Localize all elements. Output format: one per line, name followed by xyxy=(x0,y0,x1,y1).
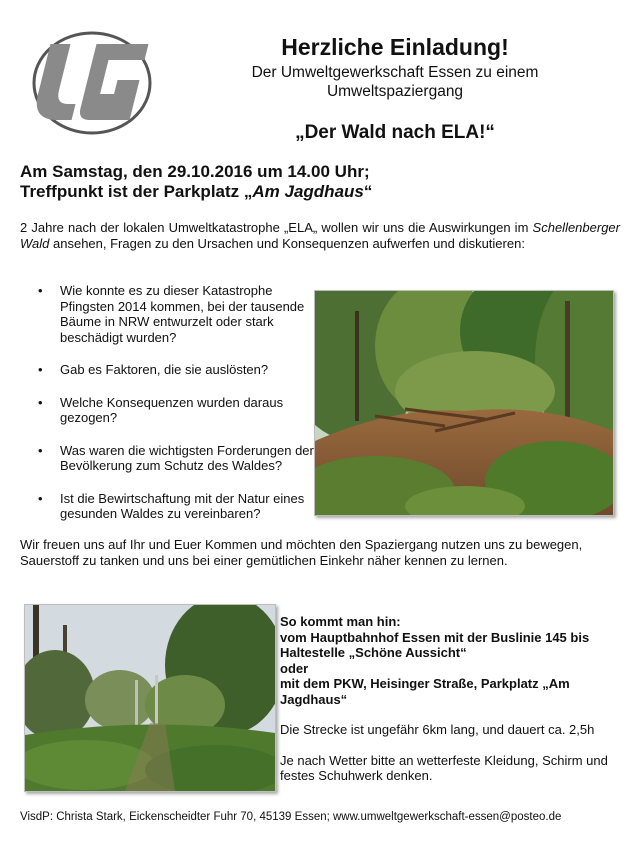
directions-weather: Je nach Wetter bitte an wetterfeste Kleidung, Schirm und festes Schuhwerk denken. xyxy=(280,752,608,783)
page-title: Herzliche Einladung! xyxy=(281,34,509,60)
meeting-point xyxy=(20,182,620,202)
directions-bus: vom Hauptbahnhof Essen mit der Buslinie 145 bis Haltestelle „Schöne Aussicht“ xyxy=(280,629,590,660)
directions-heading: So kommt man hin: xyxy=(280,614,401,629)
list-item xyxy=(38,491,318,522)
list-item xyxy=(38,362,318,378)
question-text: Wie konnte es zu dieser Katastrophe Pfingsten 2014 kommen, bei der tausende Bäume in NRW entwurzelt oder stark beschädigt wurden? xyxy=(60,283,305,345)
subtitle-line-1: Der Umweltgewerkschaft Essen zu einem xyxy=(251,64,539,81)
forest-photo-clearing xyxy=(314,290,614,516)
bullet: • xyxy=(38,394,43,410)
directions-distance: Die Strecke ist ungefähr 6km lang, und dauert ca. 2,5h xyxy=(280,722,595,737)
question-text: Gab es Faktoren, die sie auslösten? xyxy=(60,362,269,377)
intro-place: Schellenberger Wald xyxy=(20,220,620,251)
bullet: • xyxy=(38,490,43,506)
bullet: • xyxy=(38,362,43,377)
event-date: Am Samstag, den 29.10.2016 um 14.00 Uhr; xyxy=(20,162,370,181)
bullet: • xyxy=(38,442,43,458)
intro-part-1: 2 Jahre nach der lokalen Umweltkatastrophe „ELA„ wollen wir uns die Auswirkungen im xyxy=(20,220,533,235)
list-item xyxy=(38,443,318,474)
directions-or: oder xyxy=(280,660,309,676)
event-info xyxy=(20,162,620,202)
intro-text xyxy=(20,220,620,251)
question-list xyxy=(38,283,318,539)
list-item xyxy=(38,283,318,345)
question-text: Ist die Bewirtschaftung mit der Natur eines gesunden Waldes zu vereinbaren? xyxy=(60,490,305,521)
ug-logo xyxy=(26,30,154,136)
footer-imprint: VisdP: Christa Stark, Eickenscheidter Fuhr 70, 45139 Essen; www.umweltgewerkschaft-essen@posteo.de xyxy=(20,811,562,823)
forest-photo-path xyxy=(24,604,276,792)
directions-car: mit dem PKW, Heisinger Straße, Parkplatz „Am Jagdhaus“ xyxy=(280,676,570,707)
list-item xyxy=(38,395,318,426)
directions xyxy=(280,614,620,784)
welcome-text: Wir freuen uns auf Ihr und Euer Kommen und möchten den Spaziergang nutzen uns zu bewegen, Sauerstoff zu tanken und uns bei einer gemütlichen Einkehr näher kennen zu lernen. xyxy=(20,537,583,568)
motto: „Der Wald nach ELA!“ xyxy=(295,122,495,143)
intro-part-2: ansehen, Fragen zu den Ursachen und Konsequenzen aufwerfen und diskutieren: xyxy=(49,235,525,251)
subtitle xyxy=(175,63,615,101)
bullet: • xyxy=(38,283,43,298)
meeting-place: Am Jagdhaus xyxy=(252,182,364,201)
question-text: Was waren die wichtigsten Forderungen der Bevölkerung zum Schutz des Waldes? xyxy=(60,442,314,473)
subtitle-line-2: Umweltspaziergang xyxy=(326,83,464,100)
meeting-prefix: Treffpunkt ist der Parkplatz „ xyxy=(20,182,253,201)
question-text: Welche Konsequenzen wurden daraus gezogen? xyxy=(60,394,284,425)
meeting-suffix: “ xyxy=(363,182,373,201)
